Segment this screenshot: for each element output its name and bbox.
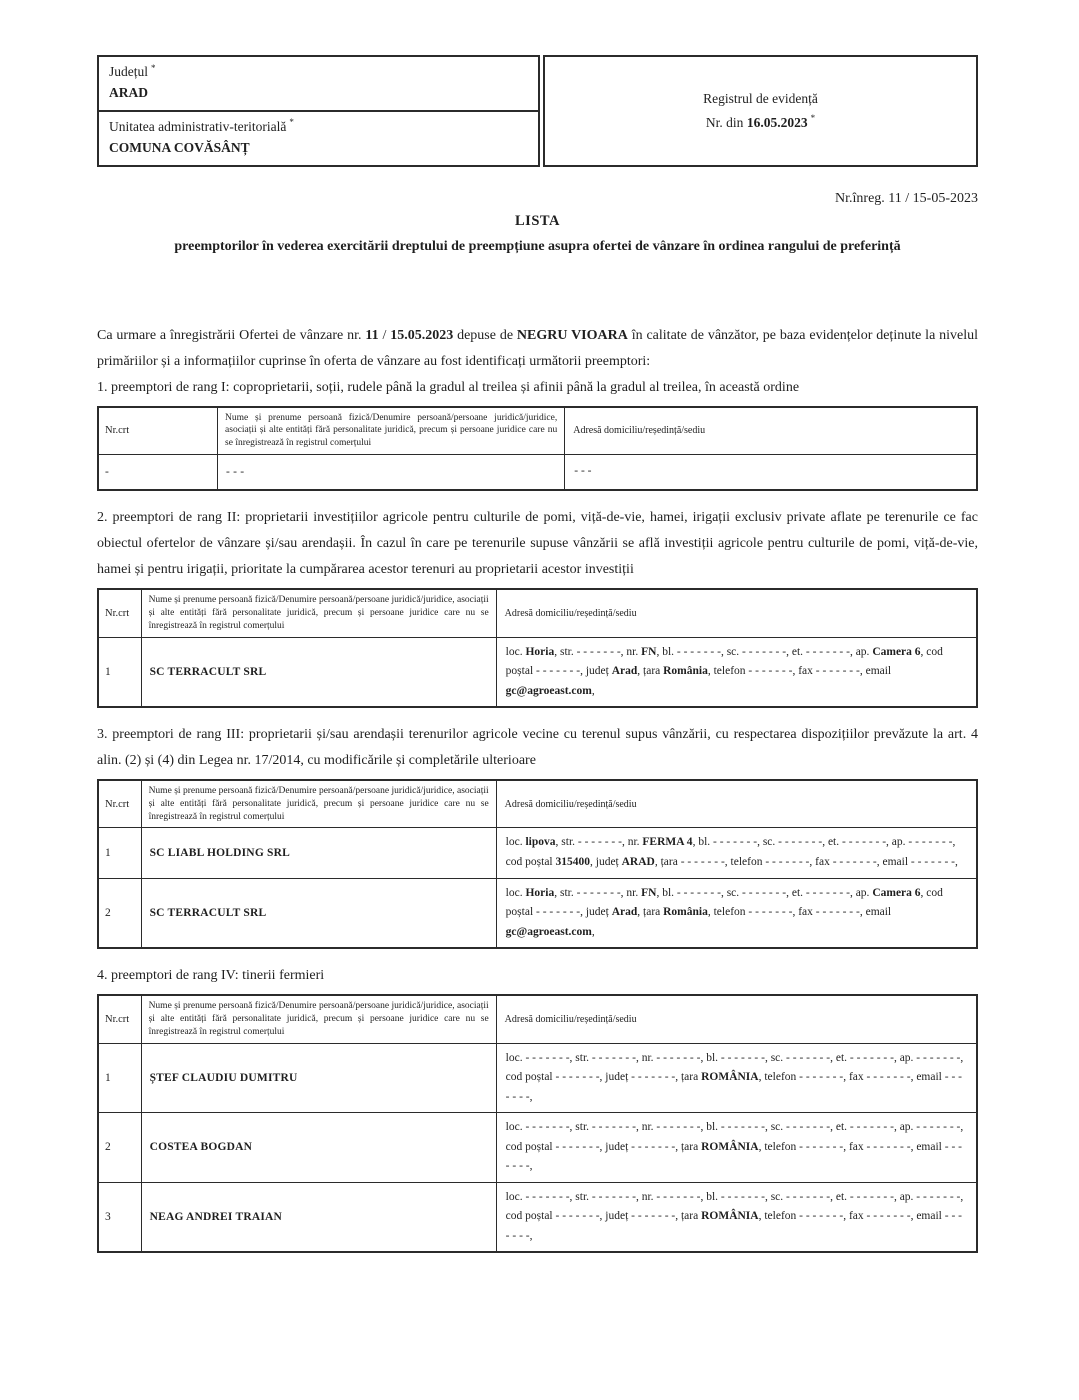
county-label: Județul *: [109, 62, 156, 79]
col-header-address: Adresă domiciliu/reședință/sediu: [496, 995, 977, 1043]
preemptors-table: [97, 779, 978, 949]
col-header-nr: Nr.crt: [98, 995, 141, 1043]
rank-section: [97, 505, 978, 708]
table-row: [98, 828, 977, 878]
row-number: 1: [98, 1043, 141, 1113]
preemptors-table: [97, 994, 978, 1253]
county-cell: [99, 57, 538, 110]
person-name: ȘTEF CLAUDIU DUMITRU: [141, 1043, 496, 1113]
table-row: [98, 1182, 977, 1252]
document-title: LISTA: [515, 212, 560, 229]
table-header-row: [98, 995, 977, 1043]
section-heading: 2. preemptori de rang II: proprietarii investițiilor agricole pentru culturile de pomi, viță-de-vie, hamei, irigații exclusiv private aflate pe terenurile ce fac obiectul ofertelor de vânzare și/sau arendașii. În cazul în care pe terenurile supuse vânzării se află investiții agricole pentru culturile de pomi, viță-de-vie, hamei și pentru irigații, prioritate la cumpărarea acestor terenuri au proprietarii acestor investiții: [97, 510, 978, 578]
document-subtitle: preemptorilor în vederea exercitării dreptului de preempțiune asupra ofertei de vânzare în ordinea rangului de preferință: [174, 238, 901, 254]
registry-number-line: Nr. din 16.05.2023 *: [705, 113, 816, 130]
asterisk-mark: *: [151, 62, 156, 73]
preemptors-table: [97, 406, 978, 492]
rank-section: [97, 375, 978, 492]
uat-label: Unitatea administrativ-teritorială *: [109, 117, 294, 134]
person-name: - - -: [218, 454, 565, 490]
table-row: [98, 637, 977, 707]
person-address: loc. - - - - - - -, str. - - - - - - -, nr. - - - - - - -, bl. - - - - - - -, sc. - - - - - - -, et. - - - - - - -, ap. - - - - - - -, cod poștal - - - - - - -, județ - - - - - - -, țara ROMÂNIA, telefon - - - - - - -, fax - - - - - - -, email - - - - - - -,: [496, 1113, 977, 1183]
col-header-address: Adresă domiciliu/reședință/sediu: [496, 780, 977, 828]
person-name: NEAG ANDREI TRAIAN: [141, 1182, 496, 1252]
col-header-address: Adresă domiciliu/reședință/sediu: [496, 589, 977, 637]
col-header-nr: Nr.crt: [98, 407, 218, 455]
person-address: loc. Horia, str. - - - - - - -, nr. FN, bl. - - - - - - -, sc. - - - - - - -, et. - - - - - - -, ap. Camera 6, cod poștal - - - - - - -, județ Arad, țara România, telefon - - - - - - -, fax - - - - - - -, email gc@agroeast.com,: [496, 878, 977, 948]
table-row: [98, 1113, 977, 1183]
header-box-left: [97, 55, 540, 167]
preemptors-table: [97, 588, 978, 708]
person-name: SC LIABL HOLDING SRL: [141, 828, 496, 878]
intro-paragraph: Ca urmare a înregistrării Ofertei de vânzare nr. 11 / 15.05.2023 depuse de NEGRU VIOARA în calitate de vânzător, pe baza evidențelor deținute la nivelul primăriilor și a informațiilor cuprinse în oferta de vânzare au fost identificați următorii preemptori:: [97, 327, 979, 369]
person-name: SC TERRACULT SRL: [141, 878, 496, 948]
col-header-name: Nume și prenume persoană fizică/Denumire persoană/persoane juridică/juridice, asociații și alte entități fără personalitate juridică, precum și persoane juridice care nu se înregistrează în registrul comerțului: [141, 589, 496, 637]
row-number: 1: [98, 637, 141, 707]
person-name: COSTEA BOGDAN: [141, 1113, 496, 1183]
section-heading: 1. preemptori de rang I: coproprietarii, soții, rudele până la gradul al treilea și afinii până la gradul al treilea, în această ordine: [97, 379, 800, 395]
row-number: 1: [98, 828, 141, 878]
person-address: - - -: [565, 454, 977, 490]
col-header-name: Nume și prenume persoană fizică/Denumire persoană/persoane juridică/juridice, asociații și alte entități fără personalitate juridică, precum și persoane juridice care nu se înregistrează în registrul comerțului: [141, 780, 496, 828]
person-address: loc. - - - - - - -, str. - - - - - - -, nr. - - - - - - -, bl. - - - - - - -, sc. - - - - - - -, et. - - - - - - -, ap. - - - - - - -, cod poștal - - - - - - -, județ - - - - - - -, țara ROMÂNIA, telefon - - - - - - -, fax - - - - - - -, email - - - - - - -,: [496, 1182, 977, 1252]
person-name: SC TERRACULT SRL: [141, 637, 496, 707]
registry-date: 16.05.2023: [746, 114, 808, 130]
table-header-row: [98, 780, 977, 828]
row-number: -: [98, 454, 218, 490]
row-number: 2: [98, 1113, 141, 1183]
header-box: [97, 55, 978, 167]
col-header-nr: Nr.crt: [98, 780, 141, 828]
section-heading: 4. preemptori de rang IV: tinerii fermieri: [97, 968, 325, 984]
person-address: loc. lipova, str. - - - - - - -, nr. FERMA 4, bl. - - - - - - -, sc. - - - - - - -, et. - - - - - - -, ap. - - - - - - -, cod poștal 315400, județ ARAD, țara - - - - - - -, telefon - - - - - - -, fax - - - - - - -, email - - - - - - -,: [496, 828, 977, 878]
uat-value: COMUNA COVĂSÂNȚ: [109, 139, 250, 155]
uat-cell: [99, 110, 538, 165]
table-header-row: [98, 589, 977, 637]
rank-section: [97, 963, 978, 1253]
col-header-name: Nume și prenume persoană fizică/Denumire persoană/persoane juridică/juridice, asociații și alte entități fără personalitate juridică, precum și persoane juridice care nu se înregistrează în registrul comerțului: [141, 995, 496, 1043]
table-header-row: [98, 407, 977, 455]
table-row: [98, 878, 977, 948]
asterisk-mark: *: [810, 113, 816, 124]
col-header-address: Adresă domiciliu/reședință/sediu: [565, 407, 977, 455]
row-number: 2: [98, 878, 141, 948]
registration-number-line: Nr.înreg. 11 / 15-05-2023: [835, 190, 978, 206]
registry-title: Registrul de evidență: [703, 90, 818, 106]
col-header-nr: Nr.crt: [98, 589, 141, 637]
person-address: loc. - - - - - - -, str. - - - - - - -, nr. - - - - - - -, bl. - - - - - - -, sc. - - - - - - -, et. - - - - - - -, ap. - - - - - - -, cod poștal - - - - - - -, județ - - - - - - -, țara ROMÂNIA, telefon - - - - - - -, fax - - - - - - -, email - - - - - - -,: [496, 1043, 977, 1113]
registry-cell: [543, 55, 978, 167]
table-row: [98, 1043, 977, 1113]
row-number: 3: [98, 1182, 141, 1252]
sections-container: [97, 375, 978, 1254]
table-row: [98, 454, 977, 490]
person-address: loc. Horia, str. - - - - - - -, nr. FN, bl. - - - - - - -, sc. - - - - - - -, et. - - - - - - -, ap. Camera 6, cod poștal - - - - - - -, județ Arad, țara România, telefon - - - - - - -, fax - - - - - - -, email gc@agroeast.com,: [496, 637, 977, 707]
asterisk-mark: *: [289, 117, 294, 128]
rank-section: [97, 722, 978, 949]
county-value: ARAD: [109, 84, 148, 100]
section-heading: 3. preemptori de rang III: proprietarii și/sau arendașii terenurilor agricole vecine cu terenul supus vânzării, cu respectarea dispozițiilor prevăzute la art. 4 alin. (2) și (4) din Legea nr. 17/2014, cu modificările și completările ulterioare: [97, 727, 978, 769]
col-header-name: Nume și prenume persoană fizică/Denumire persoană/persoane juridică/juridice, asociații și alte entități fără personalitate juridică, precum și persoane juridice care nu se înregistrează în registrul comerțului: [218, 407, 565, 455]
